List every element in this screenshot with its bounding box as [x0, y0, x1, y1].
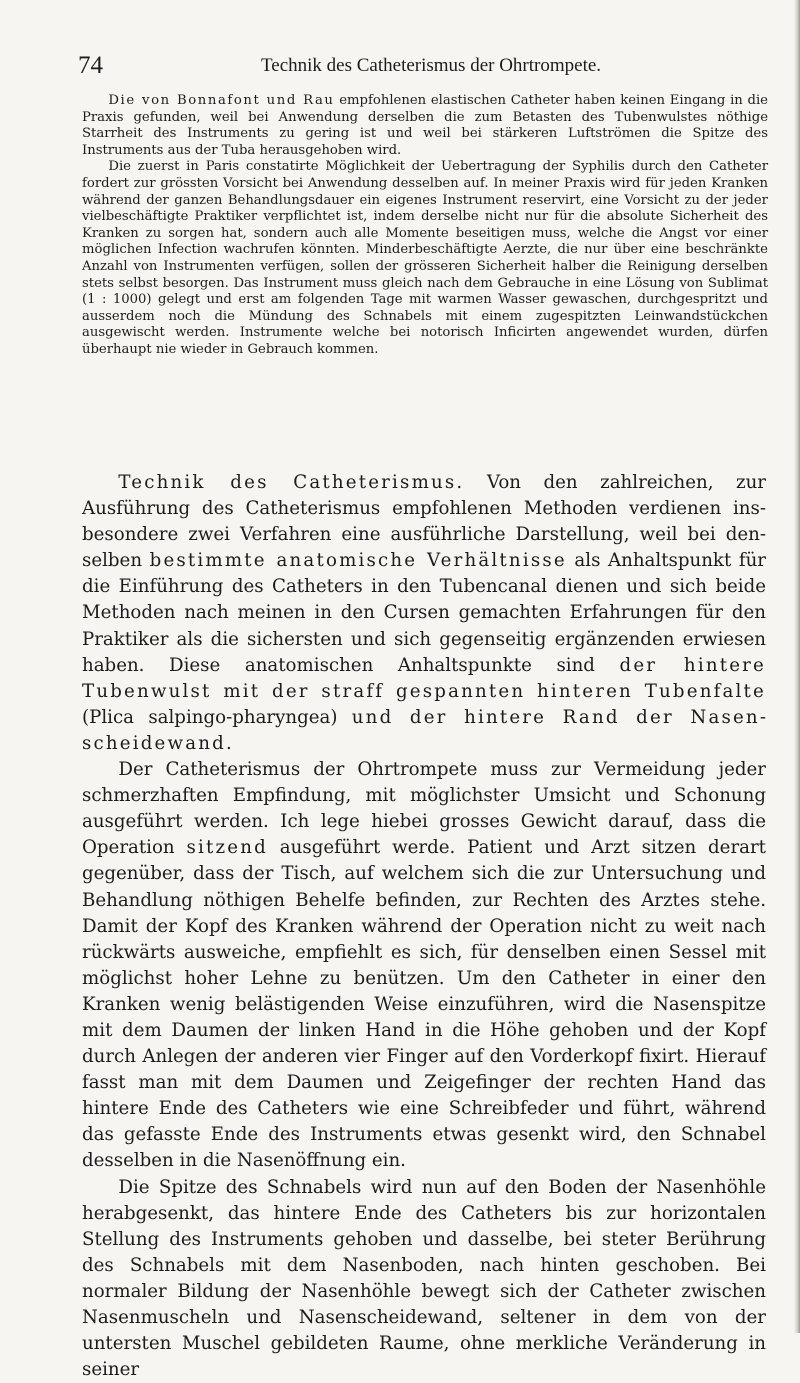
main-text	[82, 470, 766, 1383]
small-paragraph: Die zuerst in Paris constatirte Möglichkeit der Uebertragung der Syphilis durch den Catheter fordert zur grössten Vorsicht bei Anwendung desselben auf. In meiner Praxis wird für jeden Kranken während der ganzen Behandlungsdauer ein eigenes Instrument reservirt, eine Vorsicht zu der jeder vielbeschäftigte Praktiker verpflichtet ist, indem derselbe nicht nur für die absolute Sicherheit des Kranken zu sorgen hat, sondern auch alle Momente beseitigen muss, welche die Angst vor einer möglichen Infection wachrufen könnten. Minderbeschäftigte Aerzte, die nur über eine beschränkte Anzahl von Instrumenten verfügen, sollen der grösseren Sicherheit halber die Reinigung derselben stets selbst besorgen. Das Instrument muss gleich nach dem Gebrauche in eine Lösung von Sublimat (1 : 1000) gelegt und erst am folgenden Tage mit warmen Wasser gewaschen, durchgespritzt und ausserdem noch die Mündung des Schnabels mit einem zugespitzten Leinwandstückchen ausgewischt werden. Instrumente welche bei notorisch Inficirten angewendet wurden, dürfen überhaupt nie wieder in Gebrauch kommen.	[82, 159, 768, 357]
authors-spaced: Die von Bonnafont und Rau	[108, 93, 335, 108]
emphasis: bestimmte anatomische Verhältnisse	[149, 550, 567, 572]
emphasis: sitzend	[186, 837, 268, 859]
page-edge-shadow	[794, 0, 800, 1333]
emphasis: und der hintere Rand der Nasenscheidewand.	[82, 706, 766, 754]
paragraph-procedure: Der Catheterismus der Ohrtrompete muss zur Vermeidung jeder schmerzhaften Empfindung, mit möglichster Umsicht und Schonung ausgeführt werden. Ich lege hiebei grosses Gewicht darauf, dass die Operation sitzend ausgeführt werde. Patient und Arzt sitzen derart gegenüber, dass der Tisch, auf welchem sich die zur Untersuchung und Behandlung nöthigen Behelfe befinden, zur Rechten des Arztes stehe. Damit der Kopf des Kranken während der Operation nicht zu weit nach rückwärts ausweiche, empfiehlt es sich, für denselben einen Sessel mit möglichst hoher Lehne zu benützen. Um den Catheter in einer den Kranken wenig belästigenden Weise einzuführen, wird die Nasenspitze mit dem Daumen der linken Hand in die Höhe gehoben und der Kopf durch Anlegen der anderen vier Finger auf den Vorderkopf fixirt. Hierauf fasst man mit dem Daumen und Zeigefinger der rechten Hand das hintere Ende des Catheters wie eine Schreibfeder und führt, während das gefasste Ende des Instruments etwas gesenkt wird, den Schnabel desselben in die Nasenöffnung ein.	[82, 759, 766, 1172]
page-header	[78, 52, 718, 80]
small-paragraph: Die von Bonnafont und Rau empfohlenen elastischen Catheter haben keinen Eingang in die Praxis gefunden, weil bei Anwendung derselben die zum Betasten des Tubenwulstes nöthige Starrheit des Instruments zu gering ist und weil bei stärkeren Luftströmen die Spitze des Instruments aus der Tuba herausgehoben wird.	[82, 93, 768, 158]
footnote-block	[82, 93, 768, 359]
paragraph-schnabel: Die Spitze des Schnabels wird nun auf den Boden der Nasenhöhle herabgesenkt, das hintere Ende des Catheters bis zur horizontalen Stellung des Instruments gehoben und dasselbe, bei steter Berührung des Schnabels mit dem Nasenboden, nach hinten geschoben. Bei normaler Bildung der Nasenhöhle bewegt sich der Catheter zwischen Nasenmuscheln und Nasenscheidewand, seltener in dem von der untersten Muschel gebildeten Raume, ohne merkliche Veränderung in seiner	[82, 1176, 766, 1381]
emphasis: der hintere Tubenwulst mit der straff gespannten hinteren Tubenfalte	[82, 654, 766, 702]
paragraph-technik: Technik des Catheterismus. Von den zahlreichen, zur Ausführung des Catheterismus empfohlenen Methoden verdienen insbesondere zwei Verfahren eine ausführliche Darstellung, weil bei denselben bestimmte anatomische Verhältnisse als Anhaltspunkt für die Einführung des Catheters in den Tubencanal dienen und sich beide Methoden nach meinen in den Cursen gemachten Erfahrungen für den Praktiker als die sichersten und sich gegenseitig ergänzenden erwiesen haben. Diese anatomischen Anhaltspunkte sind der hintere Tubenwulst mit der straff gespannten hinteren Tubenfalte (Plica salpingo-pharyngea) und der hintere Rand der Nasenscheidewand.	[82, 472, 767, 754]
page-number: 74	[78, 52, 103, 79]
section-heading: Technik des Catheterismus.	[118, 472, 465, 493]
running-title: Technik des Catheterismus der Ohrtrompete.	[261, 55, 602, 76]
